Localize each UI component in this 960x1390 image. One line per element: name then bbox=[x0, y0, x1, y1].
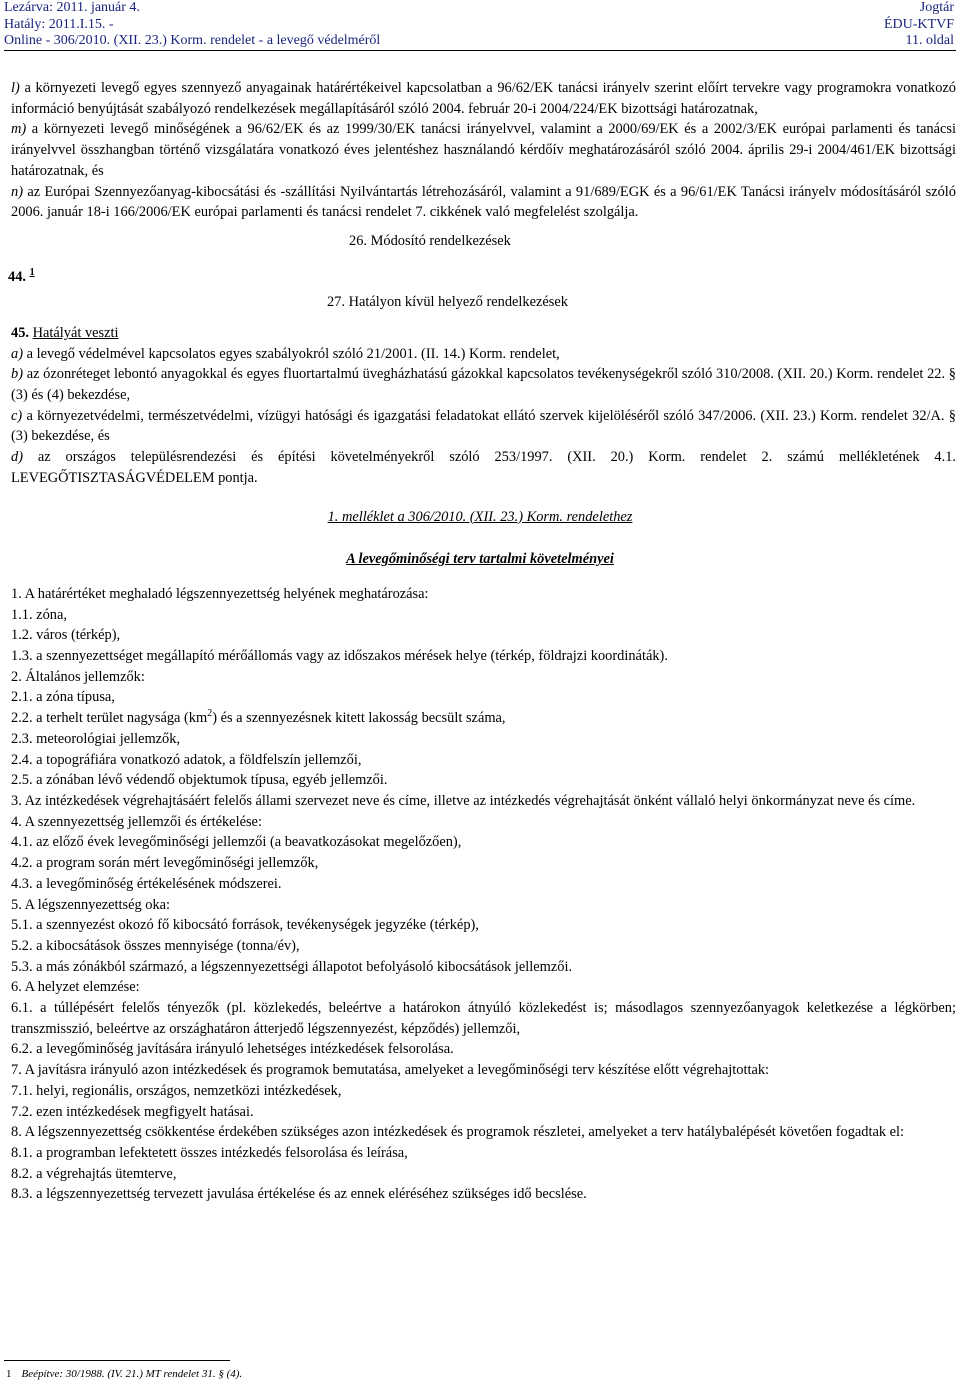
list-item: 3. Az intézkedések végrehajtásáért felelős állami szervezet neve és címe, illetve az intézkedés végrehajtását önként vállaló helyi önkormányzat neve és címe. bbox=[11, 792, 916, 809]
annex-title: A levegőminőségi terv tartalmi követelményei bbox=[346, 551, 614, 568]
footnote-divider bbox=[4, 1360, 230, 1361]
footnote-text: Beépítve: 30/1988. (IV. 21.) MT rendelet 31. § (4). bbox=[21, 1368, 243, 1380]
document-title: Online - 306/2010. (XII. 23.) Korm. rendelet - a levegő védelméről bbox=[4, 33, 381, 48]
list-item: 4. A szennyezettség jellemzői és értékelése: bbox=[11, 813, 262, 830]
section-heading-27: 27. Hatályon kívül helyező rendelkezések bbox=[327, 293, 568, 310]
paragraph-45: 45. Hatályát veszti bbox=[11, 324, 119, 341]
list-item: 2.1. a zóna típusa, bbox=[11, 689, 115, 706]
list-item: 1.2. város (térkép), bbox=[11, 627, 121, 644]
list-item: 5. A légszennyezettség oka: bbox=[11, 896, 171, 913]
list-item: 6. A helyzet elemzése: bbox=[11, 979, 140, 996]
list-item: 2. Általános jellemzők: bbox=[11, 668, 145, 685]
list-item: 6.2. a levegőminőség javítására irányuló lehetséges intézkedések felsorolása. bbox=[11, 1041, 454, 1058]
footnote bbox=[6, 1368, 242, 1380]
list-item: 7.1. helyi, regionális, országos, nemzetközi intézkedések, bbox=[11, 1082, 342, 1099]
footnote-ref[interactable]: 1 bbox=[29, 267, 35, 279]
point-label: d) bbox=[11, 449, 23, 466]
point-text: az ózonréteget lebontó anyagokkal és egyes fluortartalmú üvegházhatású gázokkal kapcsolatos tevékenységekről szóló 310/2008. (XII. 20.) Korm. rendelet 22. § (3) és (4) bekezdése, bbox=[11, 366, 956, 404]
point-a bbox=[4, 344, 956, 365]
page-header bbox=[0, 0, 960, 50]
list-item: 2.3. meteorológiai jellemzők, bbox=[11, 730, 181, 747]
point-m bbox=[4, 119, 956, 181]
list-item: 4.1. az előző évek levegőminőségi jellemzői (a beavatkozásokat megelőzően), bbox=[11, 834, 462, 851]
annex-heading[interactable]: 1. melléklet a 306/2010. (XII. 23.) Korm. rendelethez bbox=[327, 508, 633, 525]
list-item: 7.2. ezen intézkedések megfigyelt hatásai. bbox=[11, 1103, 254, 1120]
point-label: l) bbox=[11, 80, 20, 96]
list-item: 1.1. zóna, bbox=[11, 606, 67, 623]
list-item: 2.5. a zónában lévő védendő objektumok típusa, egyéb jellemzői. bbox=[11, 772, 388, 789]
validity-date: Hatály: 2011.I.15. - bbox=[4, 16, 114, 32]
list-item: 8.1. a programban lefektetett összes intézkedés felsorolása és leírása, bbox=[11, 1144, 408, 1161]
list-item: 8.2. a végrehajtás ütemterve, bbox=[11, 1165, 177, 1182]
closing-date: Lezárva: 2011. január 4. bbox=[4, 0, 140, 15]
point-label: n) bbox=[11, 183, 23, 200]
header-right bbox=[884, 0, 954, 50]
list-item: 7. A javításra irányuló azon intézkedések és programok bemutatása, amelyeket a levegőminőségi terv készítése előtt végrehajtottak: bbox=[11, 1062, 770, 1079]
organization: ÉDU-KTVF bbox=[884, 16, 954, 32]
point-d bbox=[4, 447, 956, 488]
list-item: 5.1. a szennyezést okozó fő kibocsátó források, tevékenységek jegyzéke (térkép), bbox=[11, 917, 479, 934]
list-item: 6.1. a túllépésért felelős tényezők (pl. közlekedés, beleértve a határokon átnyúló közlekedést is; másodlagos szennyezőanyagok keletkezése a légkörben; transzmisszió, beleértve az országhatáron átterjedő légszennyezést, képződés) jellemzői, bbox=[11, 1000, 956, 1037]
section-heading-26: 26. Módosító rendelkezések bbox=[349, 232, 511, 249]
header-divider bbox=[4, 50, 956, 51]
point-text: az országos településrendezési és építési követelményekről szóló 253/1997. (XII. 20.) Korm. rendelet 2. számú mellékletének 4.1. LEVEGŐTISZTASÁGVÉDELEM pontja. bbox=[11, 449, 956, 486]
list-item: 8.3. a légszennyezettség tervezett javulása értékelése és az ennek eléréséhez szükséges idő becslése. bbox=[11, 1186, 587, 1203]
point-text: a környezetvédelmi, természetvédelmi, vízügyi hatósági és igazgatási feladatokat ellátó szervek kijelöléséről szóló 347/2006. (XII. 23.) Korm. rendelet 32/A. § (3) bekezdése, és bbox=[11, 407, 956, 445]
document-body bbox=[4, 78, 956, 1205]
header-left bbox=[4, 0, 380, 50]
list-item: 5.2. a kibocsátások összes mennyisége (tonna/év), bbox=[11, 937, 300, 954]
point-c bbox=[4, 406, 956, 447]
point-text: a környezeti levegő egyes szennyező anyagainak határértékeivel kapcsolatban a 96/62/EK tanácsi irányelv szerint előírt tervekre vagy programokra vonatkozó információ benyújtását szabályozó rendelkezések megállapításáról szóló 2004. február 20-i 2004/224/EK bizottsági határozatnak, bbox=[11, 80, 956, 117]
list-item: 4.3. a levegőminőség értékelésének módszerei. bbox=[11, 875, 282, 892]
repeal-link[interactable]: Hatályát veszti bbox=[32, 324, 119, 341]
section-block bbox=[4, 223, 956, 323]
point-b bbox=[4, 364, 956, 405]
point-label: m) bbox=[11, 121, 27, 138]
point-text: az Európai Szennyezőanyag-kibocsátási és -szállítási Nyilvántartás létrehozásáról, valamint a 91/689/EGK és a 96/61/EK Tanácsi irányelv módosításáról szóló 2006. január 18-i 166/2006/EK európai parlamenti és tanácsi rendelet 7. cikkének való megfelelést szolgálja. bbox=[11, 183, 956, 221]
list-item: 2.2. a terhelt terület nagysága $(km^2)$ és a szennyezésnek kitett lakosság becsült száma, bbox=[11, 708, 506, 727]
footnote-number: 1 bbox=[6, 1368, 12, 1380]
point-label: c) bbox=[11, 407, 23, 424]
point-label: b) bbox=[11, 366, 23, 383]
list-item: 2.4. a topográfiára vonatkozó adatok, a földfelszín jellemzői, bbox=[11, 751, 362, 768]
page-number: 11. oldal bbox=[905, 33, 954, 48]
point-label: a) bbox=[11, 345, 23, 362]
point-text: a környezeti levegő minőségének a 96/62/EK és az 1999/30/EK tanácsi irányelvvel, valamint a 2000/69/EK és a 2002/3/EK európai parlamenti és tanácsi irányelvvel összhangban történő vizsgálatára vonatkozó éves jelentéshez használandó kérdőív meghatározásáról szóló 2004. április 29-i 2004/461/EK bizottsági határozatnak, és bbox=[11, 121, 956, 179]
point-l bbox=[4, 78, 956, 119]
point-text: a levegő védelmével kapcsolatos egyes szabályokról szóló 21/2001. (II. 14.) Korm. rendelet, bbox=[26, 345, 560, 362]
list-item: 1. A határértéket meghaladó légszennyezettség helyének meghatározása: bbox=[11, 585, 429, 602]
list-item: 1.3. a szennyezettséget megállapító mérőállomás vagy az időszakos mérések helye (térkép, földrajzi koordináták). bbox=[11, 648, 668, 665]
publisher: Jogtár bbox=[919, 0, 954, 15]
list-item: 5.3. a más zónákból származó, a légszennyezettségi állapotot befolyásoló kibocsátások jellemzői. bbox=[11, 958, 573, 975]
list-item: 8. A légszennyezettség csökkentése érdekében szükséges azon intézkedések és programok részletei, amelyeket a terv hatálybalépését követően fogadtak el: bbox=[11, 1124, 905, 1141]
paragraph-44: 44. $^1$ bbox=[8, 267, 35, 285]
list-item: 4.2. a program során mért levegőminőségi jellemzők, bbox=[11, 855, 319, 872]
point-n bbox=[4, 182, 956, 223]
requirements-list bbox=[4, 584, 956, 1205]
